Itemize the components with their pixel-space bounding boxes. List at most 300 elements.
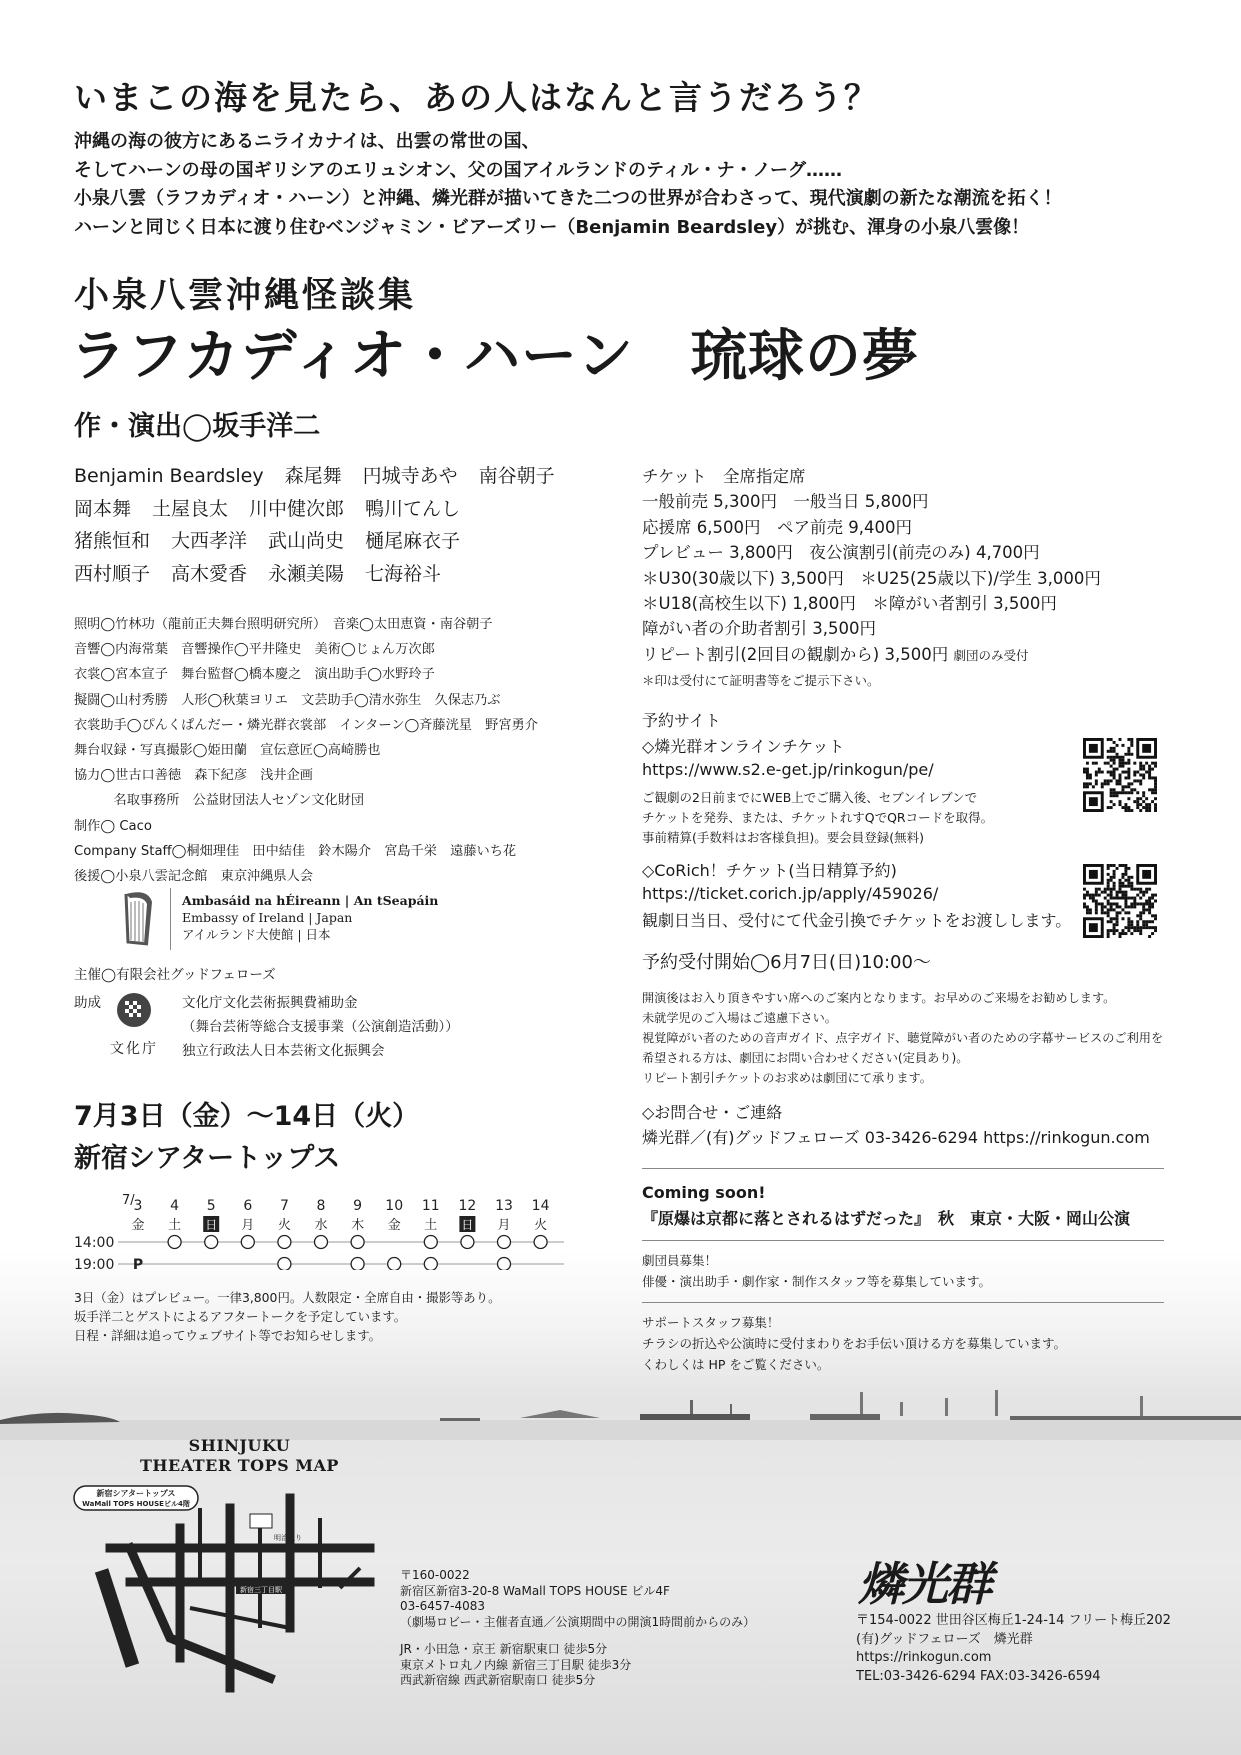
qr-module <box>1136 902 1139 905</box>
qr-module <box>1113 768 1116 771</box>
reservation-start: 予約受付開始◯6月7日(日)10:00〜 <box>642 952 931 973</box>
qr-module <box>1119 879 1122 882</box>
qr-module <box>1148 765 1151 768</box>
qr-module <box>1110 794 1113 797</box>
qr-module <box>1148 926 1151 929</box>
qr-module <box>1127 738 1130 741</box>
qr-module <box>1139 914 1142 917</box>
lead-line: そしてハーンの母の国ギリシアのエリュシオン、父の国アイルランドのティル・ナ・ノーグ…… <box>74 159 843 181</box>
qr-module <box>1104 897 1107 900</box>
qr-module <box>1130 753 1133 756</box>
address-line: JR・小田急・京王 新宿駅東口 徒歩5分 <box>400 1642 608 1656</box>
cast-member: Benjamin Beardsley <box>74 465 264 487</box>
qr-module <box>1098 888 1101 891</box>
qr-module <box>1142 806 1145 809</box>
qr-module <box>1154 765 1157 768</box>
qr-module <box>1089 894 1092 897</box>
qr-module <box>1107 914 1110 917</box>
qr-module <box>1119 756 1122 759</box>
qr-module <box>1101 905 1104 908</box>
qr-module <box>1089 908 1092 911</box>
qr-module <box>1089 776 1092 779</box>
qr-module <box>1154 785 1157 788</box>
cast-list <box>74 460 576 590</box>
host-credit: 主催◯有限会社グッドフェローズ <box>74 967 276 983</box>
qr-module <box>1121 771 1124 774</box>
qr-module <box>1142 923 1145 926</box>
qr-module <box>1110 747 1113 750</box>
qr-module <box>1142 902 1145 905</box>
qr-module <box>1095 905 1098 908</box>
qr-module <box>1154 779 1157 782</box>
qr-module <box>1127 879 1130 882</box>
qr-module <box>1127 867 1130 870</box>
qr-module <box>1127 911 1130 914</box>
qr-module <box>1119 759 1122 762</box>
qr-module <box>1113 917 1116 920</box>
qr-module <box>1089 870 1098 879</box>
qr-module <box>1107 908 1110 911</box>
harp-icon <box>118 888 158 948</box>
qr-module <box>1127 806 1130 809</box>
qr-module <box>1133 762 1136 765</box>
company-address-line: https://rinkogun.com <box>856 1650 992 1665</box>
qr-module <box>1127 762 1130 765</box>
reservation-site2-name: ◇CoRich！チケット(当日精算予約) <box>642 861 897 880</box>
qr-module <box>1133 779 1136 782</box>
qr-module <box>1083 888 1086 891</box>
qr-module <box>1139 926 1142 929</box>
qr-module <box>1145 926 1148 929</box>
qr-module <box>1154 806 1157 809</box>
lead-text <box>74 128 1062 242</box>
schedule-performance-mark <box>315 1236 328 1249</box>
qr-module <box>1151 762 1154 765</box>
qr-module <box>1136 914 1139 917</box>
qr-module <box>1136 920 1139 923</box>
qr-module <box>1154 917 1157 920</box>
qr-module <box>1110 774 1113 777</box>
qr-module <box>1142 905 1145 908</box>
qr-module <box>1116 891 1119 894</box>
qr-module <box>1110 864 1113 867</box>
qr-module <box>1113 873 1116 876</box>
qr-module <box>1110 750 1113 753</box>
qr-module <box>1145 797 1148 800</box>
qr-module <box>1127 809 1130 812</box>
company-address-line: (有)グッドフェローズ 燐光群 <box>856 1631 1033 1647</box>
schedule-performance-mark <box>534 1236 547 1249</box>
reservation-note-line: チケットを発券、または、チケットれすQでQRコードを取得。 <box>642 810 994 825</box>
qr-module <box>1145 908 1148 911</box>
qr-module <box>1133 905 1136 908</box>
qr-module <box>1124 905 1127 908</box>
schedule-day: 8 <box>316 1198 326 1214</box>
contact-line: 燐光群／(有)グッドフェローズ 03-3426-6294 https://rinkogun.com <box>642 1128 1150 1147</box>
qr-module <box>1121 882 1124 885</box>
address-line: 03-6457-4083 <box>400 1599 486 1613</box>
reservation-site1-name: ◇燐光群オンラインチケット <box>642 737 845 756</box>
ticket-header: チケット 全席指定席 <box>642 467 806 486</box>
qr-module <box>1130 920 1133 923</box>
qr-module <box>1121 891 1124 894</box>
qr-module <box>1116 905 1119 908</box>
qr-module <box>1095 891 1098 894</box>
divider <box>642 1168 1164 1169</box>
qr-module <box>1086 908 1089 911</box>
qr-module <box>1130 897 1133 900</box>
ticket-repeat-note: 劇団のみ受付 <box>953 647 1029 663</box>
qr-module <box>1121 791 1124 794</box>
qr-module <box>1154 788 1157 791</box>
schedule-preview-mark: P <box>132 1257 144 1270</box>
cast-member: 鴨川てんし <box>365 497 461 520</box>
qr-module <box>1116 744 1119 747</box>
ticket-note: ＊印は受付にて証明書等をご提示下さい。 <box>642 673 880 689</box>
qr-module <box>1148 776 1151 779</box>
qr-module <box>1092 762 1095 765</box>
schedule-performance-mark <box>278 1258 291 1271</box>
qr-module <box>1136 779 1139 782</box>
qr-module <box>1133 774 1136 777</box>
qr-module <box>1124 803 1127 806</box>
qr-module <box>1113 776 1116 779</box>
qr-module <box>1107 771 1110 774</box>
qr-module <box>1119 776 1122 779</box>
cast-member: 大西孝洋 <box>171 530 248 552</box>
recruit-members <box>642 1250 991 1292</box>
staff-line: 衣裳助手◯ぴんくぱんだー・燐光群衣裳部 インターン◯斉藤洸星 野宮勇介 <box>74 717 538 733</box>
qr-module <box>1142 794 1145 797</box>
qr-module <box>1139 782 1142 785</box>
qr-module <box>1107 762 1110 765</box>
company-address <box>856 1612 1171 1686</box>
qr-module <box>1130 932 1133 935</box>
qr-module <box>1142 870 1151 879</box>
qr-module <box>1142 800 1145 803</box>
schedule-performance-mark <box>168 1236 181 1249</box>
qr-module <box>1127 782 1130 785</box>
schedule-performance-mark <box>241 1236 254 1249</box>
qr-module <box>1121 756 1124 759</box>
qr-module <box>1154 782 1157 785</box>
qr-module <box>1124 864 1127 867</box>
qr-code-icon[interactable] <box>1083 864 1157 938</box>
recruit-line: 劇団員募集！ <box>642 1253 718 1268</box>
qr-module <box>1154 762 1157 765</box>
qr-module <box>1083 782 1086 785</box>
qr-module <box>1145 803 1148 806</box>
qr-module <box>1151 932 1154 935</box>
qr-module <box>1104 888 1107 891</box>
qr-module <box>1113 759 1116 762</box>
series-title: 小泉八雲沖縄怪談集 <box>74 275 417 316</box>
qr-module <box>1098 902 1101 905</box>
qr-module <box>1113 870 1116 873</box>
qr-module <box>1095 902 1098 905</box>
qr-module <box>1127 885 1130 888</box>
qr-module <box>1148 788 1151 791</box>
qr-module <box>1142 894 1145 897</box>
qr-module <box>1151 902 1154 905</box>
recruit-line: サポートスタッフ募集！ <box>642 1315 780 1330</box>
qr-module <box>1136 929 1139 932</box>
grant-line: （舞台芸術等総合支援事業（公演創造活動）） <box>182 1019 459 1035</box>
qr-module <box>1083 894 1086 897</box>
address-line: （劇場ロビー・主催者直通／公演期間中の開演1時間前からのみ） <box>400 1614 756 1629</box>
qr-module <box>1154 797 1157 800</box>
qr-module <box>1107 867 1110 870</box>
staff-line: 擬闘◯山村秀勝 人形◯秋葉ヨリエ 文芸助手◯清水弥生 久保志乃ぶ <box>74 692 501 708</box>
qr-module <box>1083 785 1086 788</box>
qr-module <box>1113 897 1116 900</box>
qr-module <box>1086 891 1089 894</box>
qr-module <box>1110 891 1113 894</box>
qr-module <box>1121 873 1124 876</box>
admission-note-line: リピート割引チケットのお求めは劇団にて承ります。 <box>642 1071 932 1085</box>
qr-module <box>1139 803 1142 806</box>
qr-module <box>1136 791 1139 794</box>
lead-line: 小泉八雲（ラフカディオ・ハーン）と沖縄、燐光群が描いてきた二つの世界が合わさって、現代演劇の新たな潮流を拓く！ <box>74 188 1062 209</box>
qr-module <box>1086 785 1089 788</box>
qr-module <box>1101 908 1104 911</box>
qr-module <box>1086 782 1089 785</box>
schedule-day: 9 <box>353 1198 363 1214</box>
qr-module <box>1124 762 1127 765</box>
qr-module <box>1119 891 1122 894</box>
qr-module <box>1110 908 1113 911</box>
qr-module <box>1113 908 1116 911</box>
staff-line: 協力◯世古口善徳 森下紀彦 浅井企画 <box>74 768 313 784</box>
qr-module <box>1154 926 1157 929</box>
qr-module <box>1104 782 1107 785</box>
qr-module <box>1116 917 1119 920</box>
qr-module <box>1154 900 1157 903</box>
qr-module <box>1095 774 1098 777</box>
ticket-repeat: リピート割引(2回目の観劇から) 3,500円 <box>642 644 949 664</box>
qr-module <box>1130 888 1133 891</box>
schedule-weekday: 月 <box>497 1218 511 1233</box>
coming-soon-header: Coming soon! <box>642 1183 766 1202</box>
map-venue-label: WaMall TOPS HOUSEビル4階 <box>82 1500 190 1508</box>
qr-module <box>1119 897 1122 900</box>
qr-module <box>1124 902 1127 905</box>
qr-module <box>1142 765 1145 768</box>
qr-module <box>1139 765 1142 768</box>
qr-module <box>1130 902 1133 905</box>
address-line: 西武新宿線 西武新宿駅南口 徒歩5分 <box>400 1673 596 1687</box>
schedule-time-label: 19:00 <box>74 1257 115 1270</box>
schedule-weekday: 水 <box>314 1218 328 1233</box>
qr-module <box>1145 762 1148 765</box>
qr-module <box>1127 776 1130 779</box>
qr-module <box>1124 885 1127 888</box>
qr-module <box>1136 894 1139 897</box>
qr-module <box>1130 744 1133 747</box>
cast-member: 土屋良太 <box>152 497 229 520</box>
qr-module <box>1136 806 1139 809</box>
qr-module <box>1098 894 1101 897</box>
cast-member: 南谷朝子 <box>478 465 555 487</box>
catchphrase: いまこの海を見たら、あの人はなんと言うだろう？ <box>74 78 879 117</box>
qr-module <box>1107 911 1110 914</box>
schedule-performance-mark <box>388 1258 401 1271</box>
embassy-line: アイルランド大使館 | 日本 <box>182 927 331 942</box>
qr-module <box>1133 771 1136 774</box>
qr-module <box>1107 929 1110 932</box>
qr-module <box>1154 809 1157 812</box>
grant-line: 文化庁文化芸術振興費補助金 <box>182 995 358 1011</box>
qr-module <box>1101 902 1104 905</box>
qr-module <box>1136 800 1139 803</box>
qr-module <box>1119 800 1122 803</box>
qr-module <box>1113 791 1116 794</box>
ticket-price-line: 応援席 6,500円 ペア前売 9,400円 <box>642 517 912 537</box>
qr-module <box>1151 920 1154 923</box>
qr-module <box>1130 882 1133 885</box>
qr-module <box>1116 929 1119 932</box>
qr-module <box>1127 920 1130 923</box>
cast-row <box>74 525 576 558</box>
schedule-performance-mark <box>498 1258 511 1271</box>
cast-member: 七海裕斗 <box>365 562 442 585</box>
schedule-performance-mark <box>424 1258 437 1271</box>
qr-module <box>1116 794 1119 797</box>
qr-module <box>1107 920 1110 923</box>
qr-module <box>1151 897 1154 900</box>
qr-module <box>1142 908 1145 911</box>
qr-module <box>1110 902 1113 905</box>
qr-module <box>1086 771 1089 774</box>
cast-row <box>74 460 576 493</box>
qr-module <box>1110 771 1113 774</box>
qr-module <box>1124 897 1127 900</box>
schedule-day: 12 <box>458 1198 477 1214</box>
qr-module <box>1086 905 1089 908</box>
qr-module <box>1110 917 1113 920</box>
contact-section <box>642 1100 1150 1150</box>
reservation-site1-url[interactable]: https://www.s2.e-get.jp/rinkogun/pe/ <box>642 760 934 779</box>
qr-module <box>1107 750 1110 753</box>
qr-module <box>1121 876 1124 879</box>
qr-module <box>1119 888 1122 891</box>
coming-soon <box>642 1180 1130 1232</box>
qr-module <box>1095 911 1098 914</box>
qr-module <box>1116 911 1119 914</box>
schedule-day: 14 <box>531 1198 550 1214</box>
qr-module <box>1151 905 1154 908</box>
qr-module <box>1083 771 1086 774</box>
qr-module <box>1127 882 1130 885</box>
qr-module <box>1148 908 1151 911</box>
qr-module <box>1083 768 1086 771</box>
qr-module <box>1142 744 1151 753</box>
qr-module <box>1110 806 1113 809</box>
main-title: ラフカディオ・ハーン 琉球の夢 <box>70 323 919 389</box>
venue-map[interactable] <box>70 1478 390 1698</box>
qr-module <box>1110 876 1113 879</box>
qr-module <box>1116 923 1119 926</box>
qr-module <box>1148 768 1151 771</box>
qr-module <box>1151 768 1154 771</box>
staff-line: 衣裳◯宮本宣子 舞台監督◯橋本慶之 演出助手◯水野玲子 <box>74 667 435 683</box>
qr-module <box>1145 891 1148 894</box>
cast-member: 西村順子 <box>74 562 151 585</box>
company-logo: 燐光群 <box>858 1557 990 1611</box>
qr-module <box>1151 914 1154 917</box>
qr-module <box>1119 932 1122 935</box>
qr-module <box>1095 894 1098 897</box>
map-title <box>140 1436 339 1476</box>
schedule-day: 6 <box>243 1198 253 1214</box>
qr-module <box>1130 788 1133 791</box>
qr-module <box>1124 879 1127 882</box>
qr-module <box>1130 926 1133 929</box>
author-credit: 作・演出◯坂手洋二 <box>74 411 321 442</box>
qr-module <box>1151 776 1154 779</box>
embassy-line: Embassy of Ireland | Japan <box>182 910 353 925</box>
qr-module <box>1119 935 1122 938</box>
qr-module <box>1095 908 1098 911</box>
staff-line: 制作◯ Caco <box>74 818 152 834</box>
contact-header: ◇お問合せ・ご連絡 <box>642 1103 783 1122</box>
qr-module <box>1142 768 1145 771</box>
qr-code-icon[interactable] <box>1083 738 1157 812</box>
qr-module <box>1136 888 1139 891</box>
qr-module <box>1136 923 1139 926</box>
qr-module <box>1113 902 1116 905</box>
qr-module <box>1116 753 1119 756</box>
map-venue-label: 新宿シアタートップス <box>96 1489 176 1498</box>
qr-module <box>1124 900 1127 903</box>
qr-module <box>1095 782 1098 785</box>
qr-module <box>1121 744 1124 747</box>
qr-module <box>1101 891 1104 894</box>
qr-module <box>1154 914 1157 917</box>
qr-module <box>1154 776 1157 779</box>
qr-module <box>1136 771 1139 774</box>
qr-module <box>1095 771 1098 774</box>
qr-module <box>1089 797 1098 806</box>
qr-module <box>1116 914 1119 917</box>
qr-module <box>1092 897 1095 900</box>
qr-module <box>1145 809 1148 812</box>
admission-note-line: 未就学児のご入場はご遠慮下さい。 <box>642 1011 837 1025</box>
qr-module <box>1139 774 1142 777</box>
recruit-line: くわしくは HP をご覧ください。 <box>642 1357 830 1372</box>
qr-module <box>1124 926 1127 929</box>
reservation-site2-url[interactable]: https://ticket.corich.jp/apply/459026/ <box>642 884 939 903</box>
performance-dates: 7月3日（金）〜14日（火） <box>74 1101 420 1132</box>
schedule-table <box>74 1190 574 1270</box>
qr-module <box>1124 776 1127 779</box>
qr-module <box>1127 926 1130 929</box>
qr-module <box>1083 897 1086 900</box>
cast-member: 武山尚史 <box>268 530 345 552</box>
qr-module <box>1148 771 1151 774</box>
qr-module <box>1110 800 1113 803</box>
qr-module <box>1142 920 1145 923</box>
qr-module <box>1110 779 1113 782</box>
qr-module <box>1107 885 1110 888</box>
schedule-month-mark: 7/ <box>122 1193 135 1208</box>
schedule-performance-mark <box>351 1236 364 1249</box>
qr-module <box>1130 738 1133 741</box>
schedule-performance-mark <box>461 1236 474 1249</box>
preview-note-line: 日程・詳細は追ってウェブサイト等でお知らせします。 <box>74 1328 382 1343</box>
qr-module <box>1142 774 1145 777</box>
qr-module <box>1092 894 1095 897</box>
